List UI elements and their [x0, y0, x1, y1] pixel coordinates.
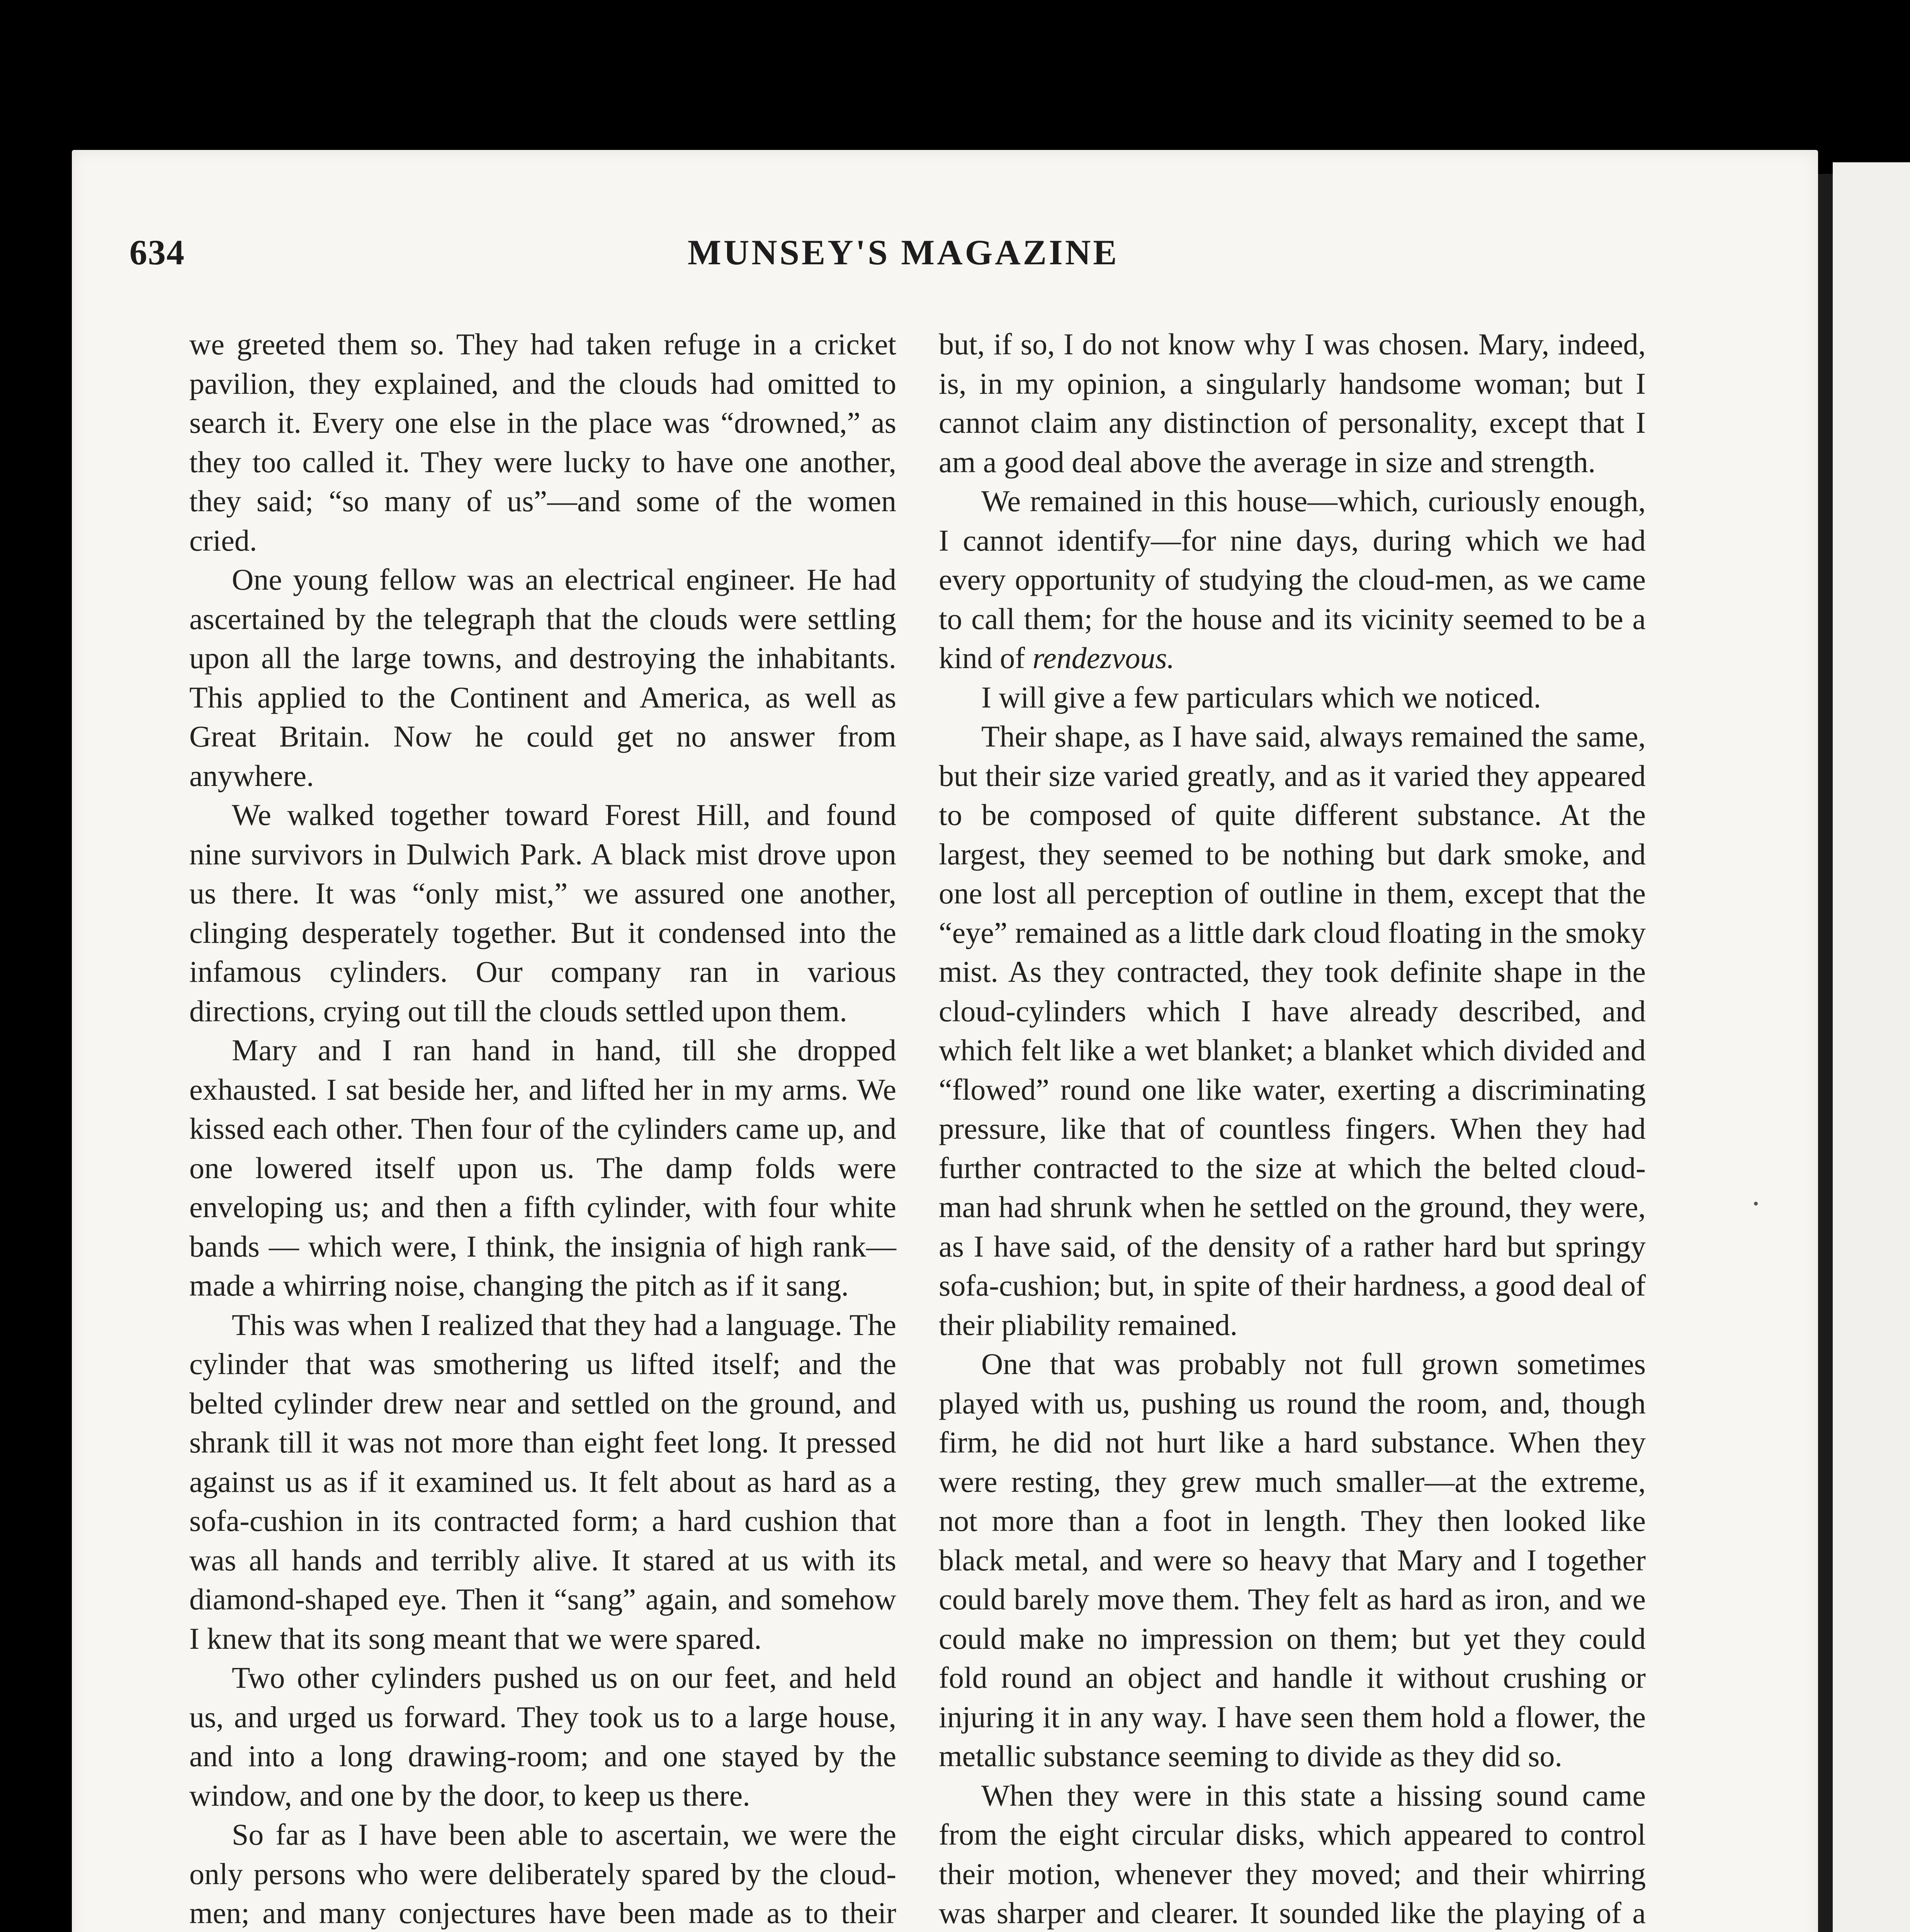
- left-column: [189, 325, 896, 1932]
- paragraph: So far as I have been able to ascertain, we were the only persons who were deliberately spared by the cloud-men; and many conjectures have been made as to their: [189, 1818, 896, 1930]
- paragraph: I will give a few particulars which we noticed.: [981, 680, 1541, 714]
- paragraph: When they were in this state a hissing sound came from the eight circular disks, which appeared to control their motion, whenever they moved; and their whirring was sharper and clearer. It sounded like the playing of a: [939, 1778, 1646, 1930]
- paragraph: but, if so, I do not know why I was chosen. Mary, indeed, is, in my opinion, a singularly handsome woman; but I cannot claim any distinction of personality, except that I am a good deal above the average in size and strength.: [939, 327, 1646, 479]
- paragraph: Two other cylinders pushed us on our feet, and held us, and urged us forward. They took us to a large house, and into a long drawing-room; and one stayed by the window, and one by the door, to keep us there.: [189, 1661, 896, 1812]
- page-gutter-shadow: [1818, 174, 1833, 1932]
- paragraph: We walked together toward Forest Hill, and found nine survivors in Dulwich Park. A black mist drove upon us there. It was “only mist,” we assured one another, clinging desperately together. But it condensed into the infamous cylinders. Our company ran in various directions, crying out till the clouds settled upon them.: [189, 798, 896, 1028]
- paragraph: One that was probably not full grown sometimes played with us, pushing us round the room, and, though firm, he did not hurt like a hard substance. When they were resting, they grew much smaller—at the extreme, not more than a foot in length. They then looked like black metal, and were so heavy that Mary and I together could barely move them. They felt as hard as iron, and we could make no impression on them; but yet they could fold round an object and handle it without crushing or injuring it in any way. I have seen them hold a flower, the metallic substance seeming to divide as they did so.: [939, 1347, 1646, 1773]
- paragraph: Their shape, as I have said, always remained the same, but their size varied greatly, and as it varied they appeared to be composed of quite different substance. At the largest, they seemed to be nothing but dark smoke, and one lost all perception of outline in them, except that the “eye” remained as a little dark cloud floating in the smoky mist. As they contracted, they took definite shape in the cloud-cylinders which I have already described, and which felt like a wet blanket; a blanket which divided and “flowed” round one like water, exerting a discriminating pressure, like that of countless fingers. When they had further contracted to the size at which the belted cloud-man had shrunk when he settled on the ground, they were, as I have said, of the density of a rather hard but springy sofa-cushion; but, in spite of their hardness, a good deal of their pliability remained.: [939, 719, 1646, 1342]
- paragraph: [939, 481, 1646, 678]
- page-number: 634: [129, 233, 185, 272]
- italic-word: rendezvous.: [1032, 641, 1175, 675]
- running-title: MUNSEY'S MAGAZINE: [688, 233, 1119, 272]
- paragraph-text: We remained in this house—which, curiously enough, I cannot identify—for nine days, during which we had every opportunity of studying the cloud-men, as we came to call them; for the house and its vicinity seemed to be a kind of: [939, 484, 1646, 675]
- paragraph: we greeted them so. They had taken refuge in a cricket pavilion, they explained, and the clouds had omitted to search it. Every one else in the place was “drowned,” as they too called it. They were lucky to have one another, they said; “so many of us”—and some of the women cried.: [189, 327, 896, 557]
- print-speck: [1754, 1202, 1758, 1206]
- paragraph: This was when I realized that they had a language. The cylinder that was smothering us lifted itself; and the belted cylinder drew near and settled on the ground, and shrank till it was not more than eight feet long. It pressed against us as if it examined us. It felt about as hard as a sofa-cushion in its contracted form; a hard cushion that was all hands and terribly alive. It stared at us with its diamond-shaped eye. Then it “sang” again, and somehow I knew that its song meant that we were spared.: [189, 1308, 896, 1655]
- paragraph: One young fellow was an electrical engineer. He had ascertained by the telegraph that the clouds were settling upon all the large towns, and destroying the inhabitants. This applied to the Continent and America, as well as Great Britain. Now he could get no answer from anywhere.: [189, 563, 896, 793]
- next-page-edge: [1833, 162, 1910, 1932]
- paragraph: Mary and I ran hand in hand, till she dropped exhausted. I sat beside her, and lifted her in my arms. We kissed each other. Then four of the cylinders came up, and one lowered itself upon us. The damp folds were enveloping us; and then a fifth cylinder, with four white bands — which were, I think, the insignia of high rank—made a whirring noise, changing the pitch as if it sang.: [189, 1033, 896, 1302]
- right-column: [939, 325, 1646, 1932]
